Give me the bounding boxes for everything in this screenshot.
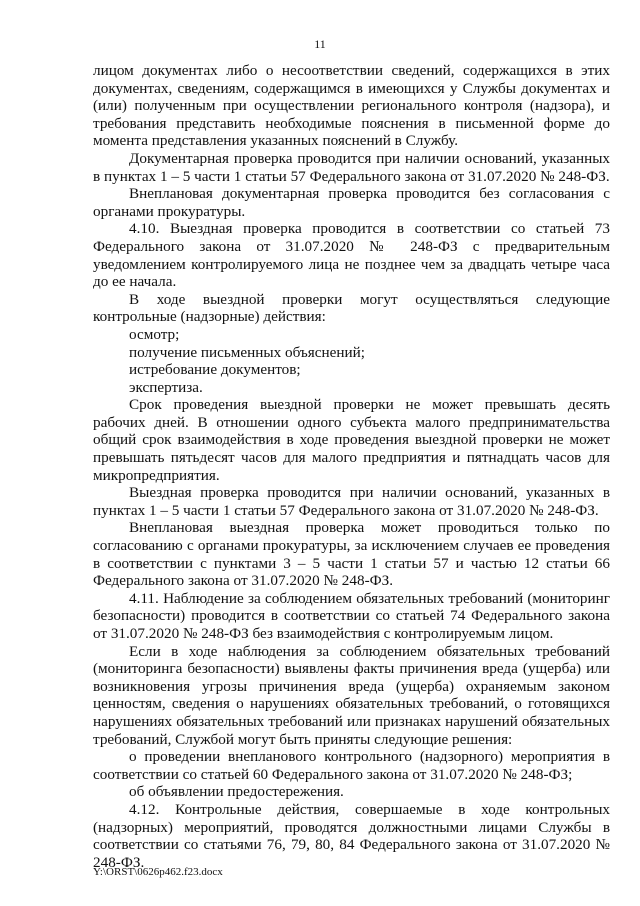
paragraph: 4.12. Контрольные действия, совершаемые в ходе контрольных (надзорных) мероприятий, проводятся должностными лицами Службы в соответствии со статьями 76, 79, 80, 84 Федерального закона от 31.07.2020 № 248-ФЗ. (93, 800, 610, 871)
paragraph: В ходе выездной проверки могут осуществляться следующие контрольные (надзорные) действия: (93, 290, 610, 326)
paragraph: Внеплановая документарная проверка проводится без согласования с органами прокуратуры. (93, 185, 610, 220)
paragraph: Выездная проверка проводится при наличии оснований, указанных в пунктах 1 – 5 части 1 статьи 57 Федерального закона от 31.07.2020 № 248-ФЗ. (93, 484, 610, 519)
paragraph: Если в ходе наблюдения за соблюдением обязательных требований (мониторинга безопасности) выявлены факты причинения вреда (ущерба) или возникновения угрозы причинения вреда (ущерба) охраняемым законом ценностям, сведения о нарушениях обязательных требований, о готовящихся нарушениях обязательных требований или признаках нарушений обязательных требований, Службой могут быть приняты следующие решения: (93, 642, 610, 748)
list-item: истребование документов; (129, 361, 301, 379)
paragraph: Срок проведения выездной проверки не может превышать десять рабочих дней. В отношении одного субъекта малого предпринимательства общий срок взаимодействия в ходе проведения выездной проверки не может превышать пятьдесят часов для малого предприятия и пятнадцать часов для микропредприятия. (93, 396, 610, 484)
page-number: 11 (314, 37, 326, 51)
paragraph: Внеплановая выездная проверка может проводиться только по согласованию с органами прокуратуры, за исключением случаев ее проведения в соответствии с пунктами 3 – 5 части 1 статьи 57 и частью 12 статьи 66 Федерального закона от 31.07.2020 № 248-ФЗ. (93, 519, 610, 590)
paragraph: 4.11. Наблюдение за соблюдением обязательных требований (мониторинг безопасности) проводится в соответствии со статьей 74 Федерального закона от 31.07.2020 № 248-ФЗ без взаимодействия с контролируемым лицом. (93, 589, 610, 642)
paragraph: 4.10. Выездная проверка проводится в соответствии со статьей 73 Федерального закона от 31.07.2020 № 248-ФЗ с предварительным уведомлением контролируемого лица не позднее чем за двадцать четыре часа до ее начала. (93, 220, 610, 291)
file-path-footer: Y:\ORST\0626p462.f23.docx (93, 866, 223, 878)
paragraph: об объявлении предостережения. (129, 783, 344, 801)
paragraph: лицом документах либо о несоответствии сведений, содержащихся в этих документах, сведениям, содержащимся в имеющихся у Службы документах и (или) полученным при осуществлении регионального контроля (надзора), и требования представить необходимые пояснения в письменной форме до момента представления указанных пояснений в Службу. (93, 62, 610, 150)
list-item: экспертиза. (129, 378, 203, 396)
paragraph: о проведении внепланового контрольного (надзорного) мероприятия в соответствии со статьей 60 Федерального закона от 31.07.2020 № 248-ФЗ; (93, 748, 610, 783)
list-item: получение письменных объяснений; (129, 343, 365, 361)
list-item: осмотр; (129, 325, 180, 343)
document-body (93, 62, 610, 871)
paragraph: Документарная проверка проводится при наличии оснований, указанных в пунктах 1 – 5 части 1 статьи 57 Федерального закона от 31.07.2020 № 248-ФЗ. (93, 149, 610, 185)
